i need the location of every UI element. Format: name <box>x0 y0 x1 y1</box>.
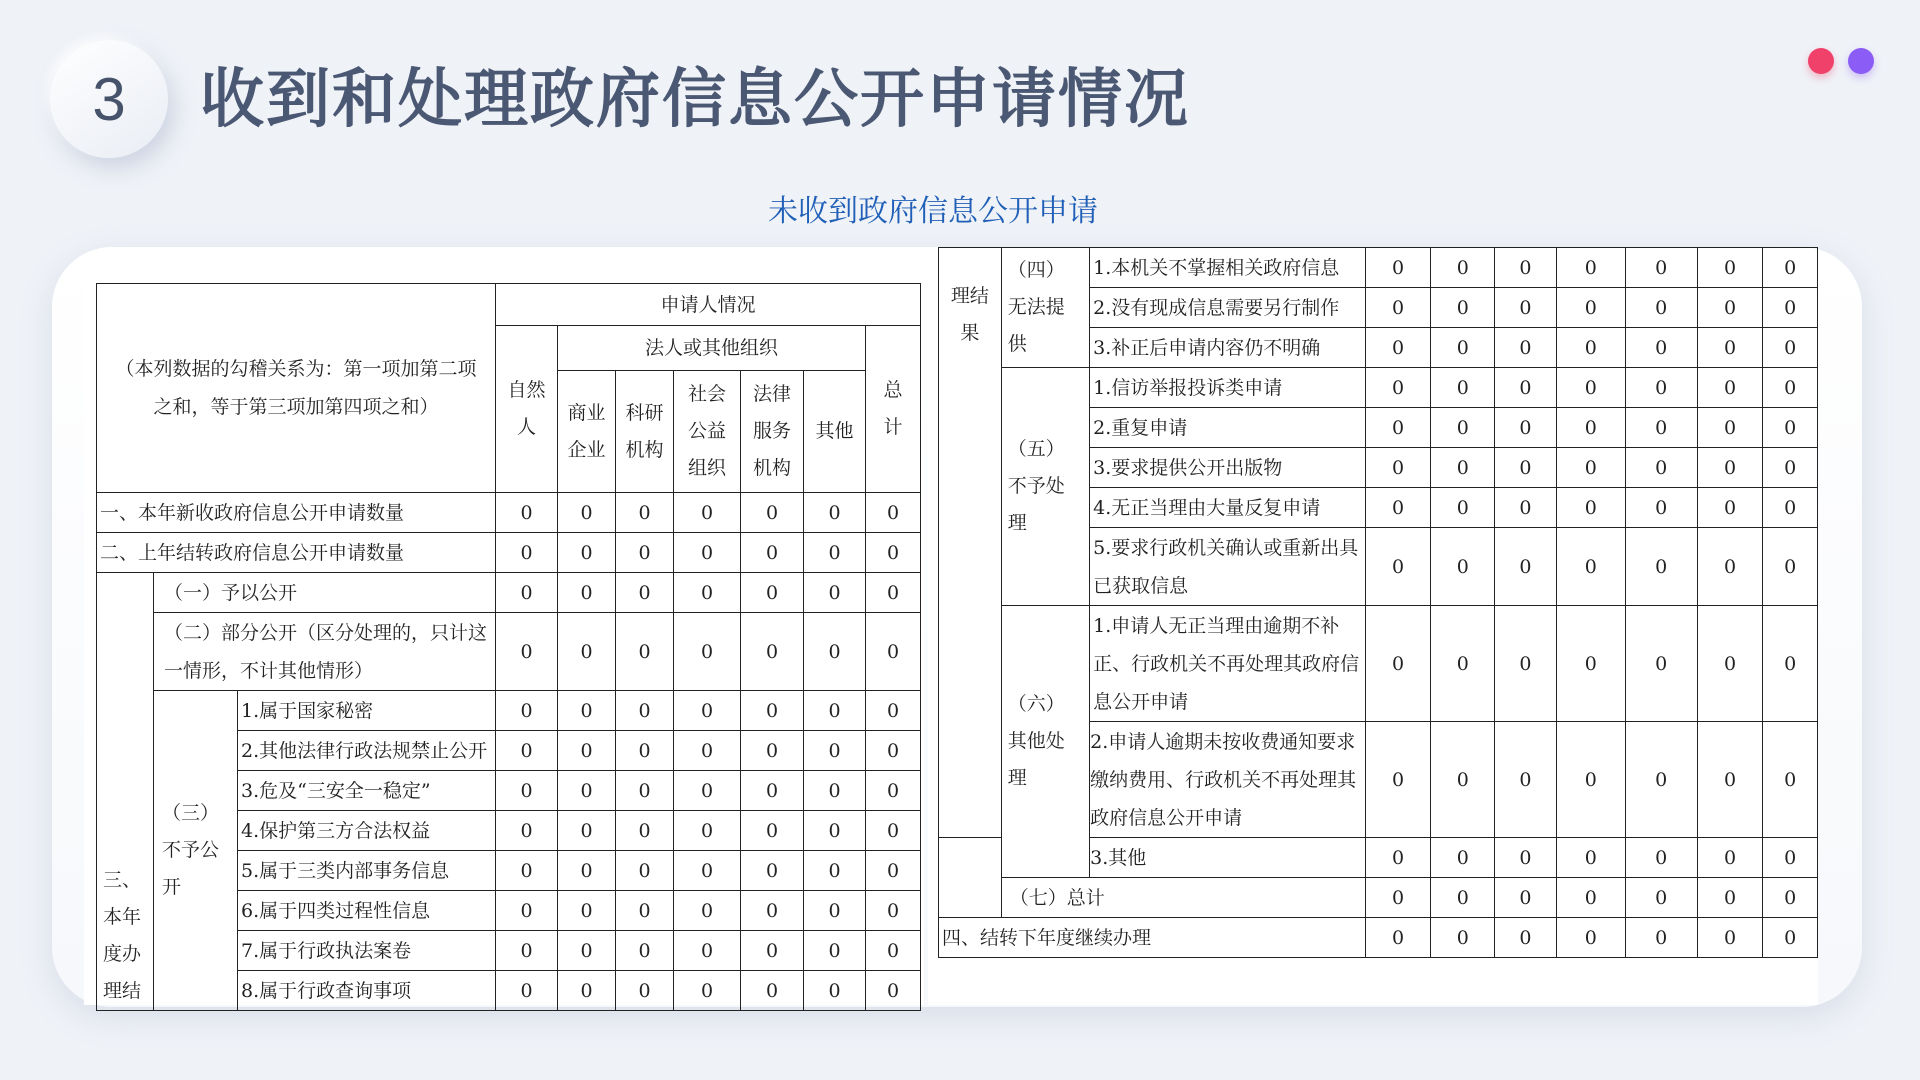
cell-value: 0 <box>741 493 804 533</box>
row-item: 1.属于国家秘密 <box>238 691 496 731</box>
cell-value: 0 <box>804 533 866 573</box>
cell-value: 0 <box>1495 528 1557 606</box>
cell-value: 0 <box>1495 918 1557 958</box>
cell-value: 0 <box>1431 248 1495 288</box>
purple-dot-decoration <box>1848 48 1874 74</box>
cell-value: 0 <box>1431 328 1495 368</box>
cell-value: 0 <box>1763 878 1818 918</box>
cell-value: 0 <box>1556 722 1625 838</box>
cell-value: 0 <box>1365 918 1431 958</box>
cell-value: 0 <box>1495 488 1557 528</box>
cell-value: 0 <box>1431 368 1495 408</box>
row-partially-disclosed: （二）部分公开（区分处理的，只计这一情形，不计其他情形） <box>154 613 496 691</box>
cell-value: 0 <box>741 811 804 851</box>
cell-value: 0 <box>558 851 616 891</box>
cell-value: 0 <box>1763 488 1818 528</box>
cell-value: 0 <box>1365 528 1431 606</box>
cell-value: 0 <box>1625 606 1697 722</box>
cell-value: 0 <box>866 613 921 691</box>
cell-value: 0 <box>616 851 674 891</box>
cell-value: 0 <box>741 771 804 811</box>
cell-value: 0 <box>558 931 616 971</box>
cell-value: 0 <box>558 493 616 533</box>
row-group-not-disclosed: （三）不予公开 <box>154 691 238 1011</box>
cell-value: 0 <box>674 891 741 931</box>
cell-value: 0 <box>1365 288 1431 328</box>
cell-value: 0 <box>616 891 674 931</box>
cell-value: 0 <box>674 851 741 891</box>
cell-value: 0 <box>1625 722 1697 838</box>
cell-value: 0 <box>1495 838 1557 878</box>
cell-value: 0 <box>1625 248 1697 288</box>
cell-value: 0 <box>1556 368 1625 408</box>
cell-value: 0 <box>558 771 616 811</box>
cell-value: 0 <box>741 533 804 573</box>
cell-value: 0 <box>1625 488 1697 528</box>
cell-value: 0 <box>1556 248 1625 288</box>
cell-value: 0 <box>1431 878 1495 918</box>
cell-value: 0 <box>674 613 741 691</box>
cell-value: 0 <box>1697 288 1763 328</box>
cell-value: 0 <box>1495 606 1557 722</box>
row-item: 3.危及“三安全一稳定” <box>238 771 496 811</box>
cell-value: 0 <box>1697 488 1763 528</box>
cell-value: 0 <box>741 931 804 971</box>
legal-group-header: 法人或其他组织 <box>558 326 866 371</box>
cell-value: 0 <box>1556 488 1625 528</box>
cell-value: 0 <box>616 931 674 971</box>
cell-value: 0 <box>616 613 674 691</box>
cell-value: 0 <box>1763 328 1818 368</box>
cell-value: 0 <box>1763 838 1818 878</box>
row-item: 4.保护第三方合法权益 <box>238 811 496 851</box>
cell-value: 0 <box>1495 288 1557 328</box>
cell-value: 0 <box>804 891 866 931</box>
col-other: 其他 <box>804 371 866 493</box>
cell-value: 0 <box>741 851 804 891</box>
cell-value: 0 <box>1697 528 1763 606</box>
cell-value: 0 <box>1495 722 1557 838</box>
cell-value: 0 <box>674 573 741 613</box>
cell-value: 0 <box>1625 838 1697 878</box>
cell-value: 0 <box>496 533 558 573</box>
cell-value: 0 <box>1431 408 1495 448</box>
cell-value: 0 <box>1495 878 1557 918</box>
cell-value: 0 <box>674 493 741 533</box>
cell-value: 0 <box>1697 408 1763 448</box>
cell-value: 0 <box>1697 838 1763 878</box>
cell-value: 0 <box>1625 288 1697 328</box>
cell-value: 0 <box>1697 448 1763 488</box>
cell-value: 0 <box>1625 918 1697 958</box>
cell-value: 0 <box>866 691 921 731</box>
col-total: 总计 <box>866 326 921 493</box>
left-table <box>96 283 921 1011</box>
cell-value: 0 <box>616 493 674 533</box>
row-item: 3.其他 <box>1090 838 1366 878</box>
cell-value: 0 <box>1365 408 1431 448</box>
col-natural-person: 自然人 <box>496 326 558 493</box>
cell-value: 0 <box>804 493 866 533</box>
cell-value: 0 <box>1763 606 1818 722</box>
cell-value: 0 <box>674 771 741 811</box>
cell-value: 0 <box>1495 328 1557 368</box>
cell-value: 0 <box>866 533 921 573</box>
cell-value: 0 <box>674 691 741 731</box>
cell-value: 0 <box>674 533 741 573</box>
cell-value: 0 <box>1556 288 1625 328</box>
cell-value: 0 <box>1556 528 1625 606</box>
cell-value: 0 <box>496 613 558 691</box>
row-item: 2.重复申请 <box>1090 408 1366 448</box>
row-group-processing-result: 理结果 <box>939 248 1002 838</box>
cell-value: 0 <box>1556 408 1625 448</box>
cell-value: 0 <box>866 851 921 891</box>
cell-value: 0 <box>1431 528 1495 606</box>
cell-value: 0 <box>804 971 866 1011</box>
cell-value: 0 <box>1365 368 1431 408</box>
cell-value: 0 <box>1763 918 1818 958</box>
cell-value: 0 <box>1697 606 1763 722</box>
cell-value: 0 <box>866 931 921 971</box>
cell-value: 0 <box>496 691 558 731</box>
cell-value: 0 <box>1625 528 1697 606</box>
cell-value: 0 <box>1697 368 1763 408</box>
cell-value: 0 <box>674 931 741 971</box>
row-item: 6.属于四类过程性信息 <box>238 891 496 931</box>
row-group-cannot-provide: （四）无法提供 <box>1001 248 1089 368</box>
cell-value: 0 <box>804 613 866 691</box>
cell-value: 0 <box>741 891 804 931</box>
row-item: 7.属于行政执法案卷 <box>238 931 496 971</box>
cell-value: 0 <box>804 811 866 851</box>
row-item: 8.属于行政查询事项 <box>238 971 496 1011</box>
cell-value: 0 <box>741 691 804 731</box>
row-new-applications: 一、本年新收政府信息公开申请数量 <box>97 493 496 533</box>
cell-value: 0 <box>1365 722 1431 838</box>
cell-value: 0 <box>804 931 866 971</box>
cell-value: 0 <box>1365 606 1431 722</box>
row-item: 3.补正后申请内容仍不明确 <box>1090 328 1366 368</box>
cell-value: 0 <box>1625 328 1697 368</box>
cell-value: 0 <box>866 573 921 613</box>
row-item: 2.没有现成信息需要另行制作 <box>1090 288 1366 328</box>
cell-value: 0 <box>1556 878 1625 918</box>
cell-value: 0 <box>1556 448 1625 488</box>
cell-value: 0 <box>866 771 921 811</box>
cell-value: 0 <box>1365 838 1431 878</box>
cell-value: 0 <box>1431 606 1495 722</box>
cell-value: 0 <box>496 851 558 891</box>
table-note: （本列数据的勾稽关系为：第一项加第二项之和，等于第三项加第四项之和） <box>97 284 496 493</box>
cell-value: 0 <box>1763 528 1818 606</box>
cell-value: 0 <box>804 573 866 613</box>
cell-value: 0 <box>1763 722 1818 838</box>
cell-value: 0 <box>866 971 921 1011</box>
cell-value: 0 <box>866 811 921 851</box>
row-spacer <box>939 838 1002 878</box>
row-group-not-processed: （五）不予处理 <box>1001 368 1089 606</box>
cell-value: 0 <box>866 891 921 931</box>
cell-value: 0 <box>616 573 674 613</box>
col-business: 商业企业 <box>558 371 616 493</box>
cell-value: 0 <box>1763 408 1818 448</box>
cell-value: 0 <box>496 493 558 533</box>
row-carry-next-year: 四、结转下年度继续办理 <box>939 918 1366 958</box>
section-number-badge <box>50 40 168 158</box>
cell-value: 0 <box>1431 288 1495 328</box>
cell-value: 0 <box>1365 488 1431 528</box>
cell-value: 0 <box>1431 448 1495 488</box>
cell-value: 0 <box>496 971 558 1011</box>
col-research: 科研机构 <box>616 371 674 493</box>
row-item: 5.要求行政机关确认或重新出具已获取信息 <box>1090 528 1366 606</box>
cell-value: 0 <box>1625 448 1697 488</box>
cell-value: 0 <box>558 573 616 613</box>
cell-value: 0 <box>1556 838 1625 878</box>
cell-value: 0 <box>1431 722 1495 838</box>
cell-value: 0 <box>741 731 804 771</box>
row-item: 3.要求提供公开出版物 <box>1090 448 1366 488</box>
cell-value: 0 <box>1697 878 1763 918</box>
section-number: 3 <box>92 65 126 133</box>
cell-value: 0 <box>1431 918 1495 958</box>
cell-value: 0 <box>1625 878 1697 918</box>
row-spacer <box>939 878 1002 918</box>
cell-value: 0 <box>1697 328 1763 368</box>
cell-value: 0 <box>558 811 616 851</box>
cell-value: 0 <box>616 811 674 851</box>
row-group-processing: 三、本年度办理结 <box>97 573 154 1011</box>
cell-value: 0 <box>1495 248 1557 288</box>
cell-value: 0 <box>1556 606 1625 722</box>
row-total: （七）总计 <box>1001 878 1365 918</box>
cell-value: 0 <box>1365 328 1431 368</box>
cell-value: 0 <box>496 731 558 771</box>
cell-value: 0 <box>1697 918 1763 958</box>
row-item: 4.无正当理由大量反复申请 <box>1090 488 1366 528</box>
cell-value: 0 <box>1365 448 1431 488</box>
cell-value: 0 <box>804 731 866 771</box>
left-table-image <box>84 275 924 1005</box>
cell-value: 0 <box>1495 368 1557 408</box>
cell-value: 0 <box>1625 368 1697 408</box>
row-disclosed: （一）予以公开 <box>154 573 496 613</box>
cell-value: 0 <box>674 731 741 771</box>
right-table-image <box>928 256 1818 1005</box>
cell-value: 0 <box>1556 328 1625 368</box>
cell-value: 0 <box>741 573 804 613</box>
cell-value: 0 <box>616 971 674 1011</box>
cell-value: 0 <box>1431 838 1495 878</box>
cell-value: 0 <box>674 971 741 1011</box>
cell-value: 0 <box>558 731 616 771</box>
row-item: 1.申请人无正当理由逾期不补正、行政机关不再处理其政府信息公开申请 <box>1090 606 1366 722</box>
cell-value: 0 <box>496 811 558 851</box>
cell-value: 0 <box>1431 488 1495 528</box>
col-legal: 法律服务机构 <box>741 371 804 493</box>
cell-value: 0 <box>1763 448 1818 488</box>
cell-value: 0 <box>1365 878 1431 918</box>
cell-value: 0 <box>741 613 804 691</box>
subtitle: 未收到政府信息公开申请 <box>768 194 1098 229</box>
page-title: 收到和处理政府信息公开申请情况 <box>200 63 1190 137</box>
cell-value: 0 <box>1763 368 1818 408</box>
cell-value: 0 <box>616 691 674 731</box>
cell-value: 0 <box>741 971 804 1011</box>
cell-value: 0 <box>558 691 616 731</box>
row-item: 2.其他法律行政法规禁止公开 <box>238 731 496 771</box>
cell-value: 0 <box>616 731 674 771</box>
cell-value: 0 <box>496 931 558 971</box>
cell-value: 0 <box>674 811 741 851</box>
cell-value: 0 <box>1697 722 1763 838</box>
red-dot-decoration <box>1808 48 1834 74</box>
col-social: 社会公益组织 <box>674 371 741 493</box>
cell-value: 0 <box>558 971 616 1011</box>
cell-value: 0 <box>558 533 616 573</box>
cell-value: 0 <box>1495 408 1557 448</box>
cell-value: 0 <box>1625 408 1697 448</box>
cell-value: 0 <box>1556 918 1625 958</box>
row-item: 5.属于三类内部事务信息 <box>238 851 496 891</box>
cell-value: 0 <box>804 691 866 731</box>
cell-value: 0 <box>1763 248 1818 288</box>
cell-value: 0 <box>1763 288 1818 328</box>
cell-value: 0 <box>496 891 558 931</box>
cell-value: 0 <box>1697 248 1763 288</box>
row-item: 2.申请人逾期未按收费通知要求缴纳费用、行政机关不再处理其政府信息公开申请 <box>1090 722 1366 838</box>
cell-value: 0 <box>558 891 616 931</box>
row-item: 1.本机关不掌握相关政府信息 <box>1090 248 1366 288</box>
row-carried-over: 二、上年结转政府信息公开申请数量 <box>97 533 496 573</box>
cell-value: 0 <box>496 771 558 811</box>
cell-value: 0 <box>866 731 921 771</box>
cell-value: 0 <box>616 771 674 811</box>
applicant-header: 申请人情况 <box>496 284 921 326</box>
cell-value: 0 <box>1365 248 1431 288</box>
cell-value: 0 <box>496 573 558 613</box>
cell-value: 0 <box>558 613 616 691</box>
cell-value: 0 <box>804 771 866 811</box>
cell-value: 0 <box>616 533 674 573</box>
cell-value: 0 <box>804 851 866 891</box>
row-item: 1.信访举报投诉类申请 <box>1090 368 1366 408</box>
cell-value: 0 <box>1495 448 1557 488</box>
row-group-other-processing: （六）其他处理 <box>1001 606 1089 878</box>
cell-value: 0 <box>866 493 921 533</box>
right-table <box>938 247 1818 958</box>
